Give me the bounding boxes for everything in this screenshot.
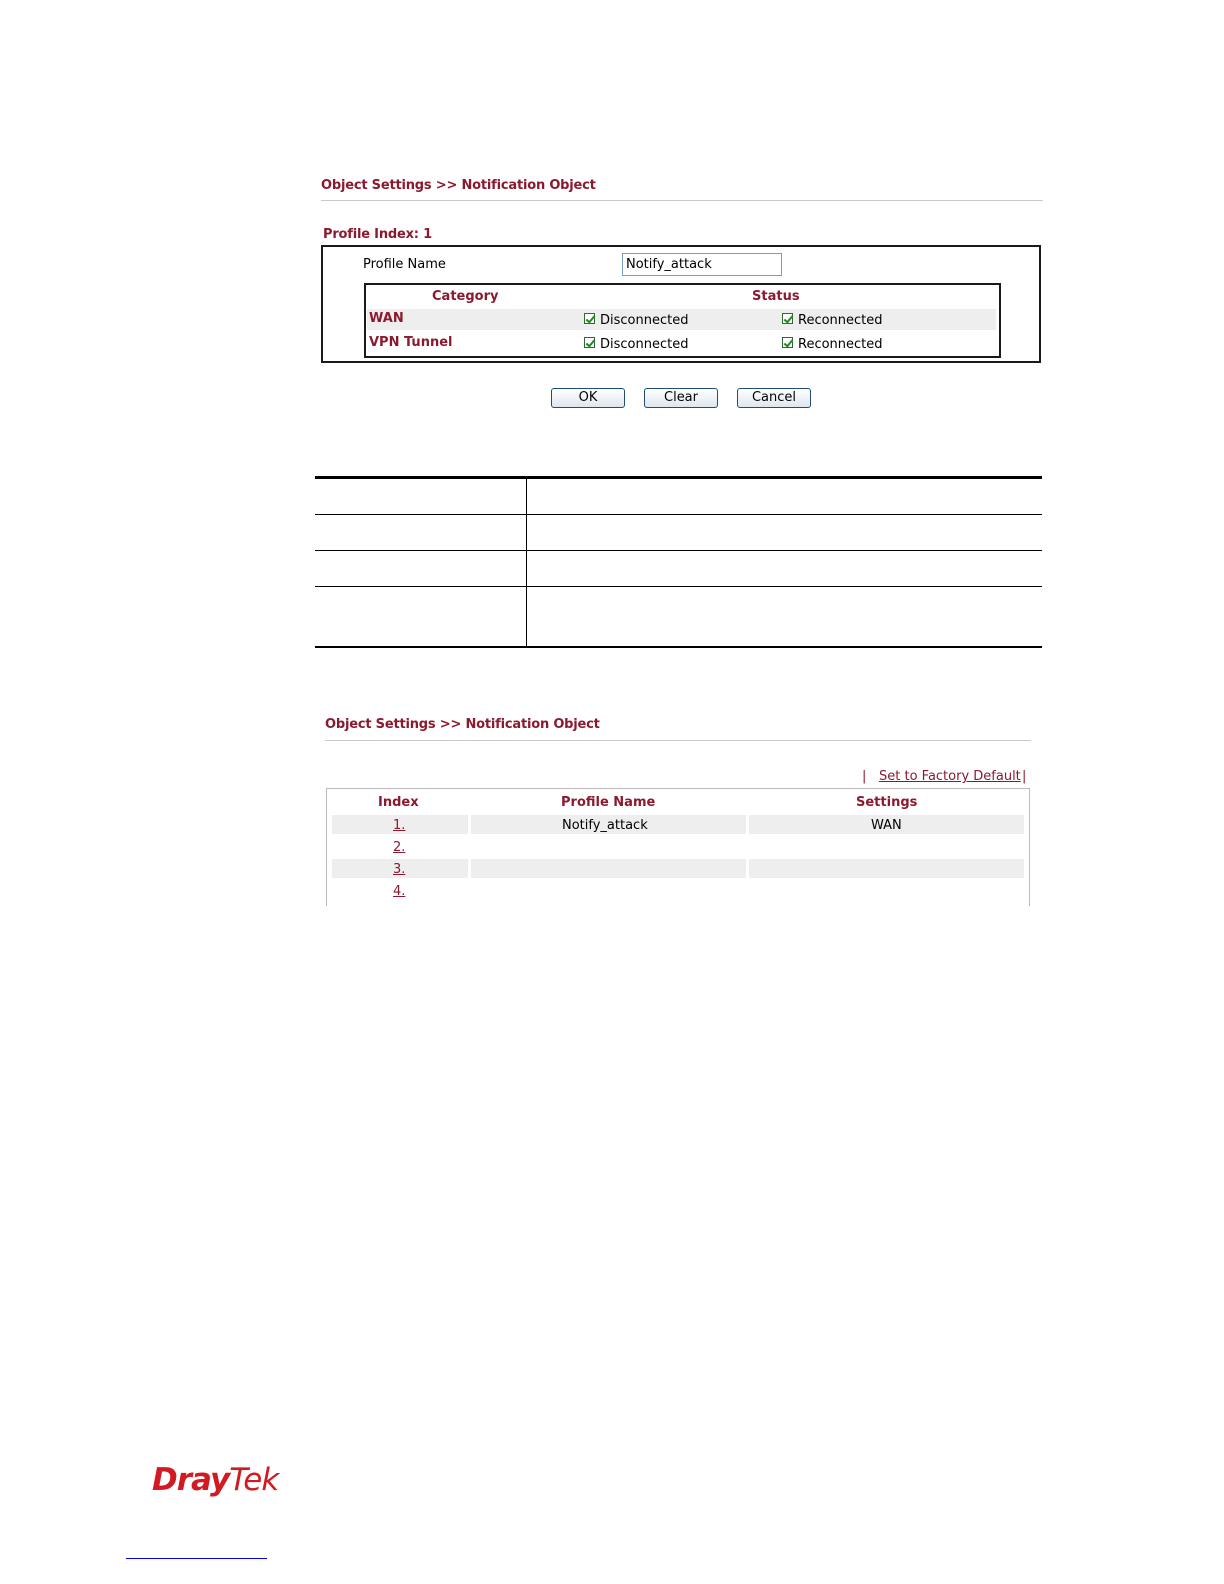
list-breadcrumb: Object Settings >> Notification Object (325, 717, 600, 732)
profile-name-label: Profile Name (363, 257, 446, 272)
cancel-button[interactable]: Cancel (737, 388, 811, 408)
status-header: Status (752, 289, 800, 304)
vpn-reconnected-checkbox[interactable] (782, 337, 793, 348)
separator: | (1022, 769, 1027, 784)
vpn-disconnected-label: Disconnected (600, 337, 689, 352)
category-vpn-label: VPN Tunnel (369, 335, 453, 350)
table-row-profile-name: Notify_attack (562, 818, 648, 833)
settings-column-header: Settings (856, 795, 918, 810)
footer-link-underline (126, 1558, 267, 1559)
profile-list-table (326, 788, 1030, 906)
ok-button[interactable]: OK (551, 388, 625, 408)
desc-table-bottom-rule (315, 646, 1042, 648)
profile-index-label: Profile Index: 1 (323, 227, 432, 242)
desc-table-row-rule (315, 550, 1042, 551)
set-factory-default-link[interactable]: Set to Factory Default (879, 769, 1021, 784)
row-shade (471, 859, 746, 878)
logo-dray: Dray (152, 1462, 230, 1498)
logo-tek: Tek (229, 1462, 279, 1498)
wan-reconnected-checkbox[interactable] (782, 313, 793, 324)
category-wan-label: WAN (369, 311, 404, 326)
list-breadcrumb-divider (325, 740, 1031, 741)
table-row-index-link[interactable]: 3. (393, 862, 406, 877)
separator: | (862, 769, 867, 784)
wan-disconnected-checkbox[interactable] (584, 313, 595, 324)
desc-table-row-rule (315, 586, 1042, 587)
desc-table-top-rule (315, 476, 1042, 479)
desc-table-column-divider (526, 478, 527, 647)
table-row-settings: WAN (871, 818, 902, 833)
wan-disconnected-label: Disconnected (600, 313, 689, 328)
clear-button[interactable]: Clear (644, 388, 718, 408)
breadcrumb-divider (321, 200, 1043, 201)
vpn-disconnected-checkbox[interactable] (584, 337, 595, 348)
row-shade (749, 859, 1024, 878)
desc-table-row-rule (315, 514, 1042, 515)
profile-name-column-header: Profile Name (561, 795, 656, 810)
table-row-index-link[interactable]: 1. (393, 818, 406, 833)
table-row-index-link[interactable]: 4. (393, 884, 406, 899)
category-header: Category (432, 289, 499, 304)
wan-reconnected-label: Reconnected (798, 313, 883, 328)
page-breadcrumb: Object Settings >> Notification Object (321, 178, 596, 193)
table-row-index-link[interactable]: 2. (393, 840, 406, 855)
index-column-header: Index (378, 795, 419, 810)
draytek-logo (152, 1462, 278, 1498)
profile-name-input[interactable] (622, 253, 782, 276)
vpn-reconnected-label: Reconnected (798, 337, 883, 352)
